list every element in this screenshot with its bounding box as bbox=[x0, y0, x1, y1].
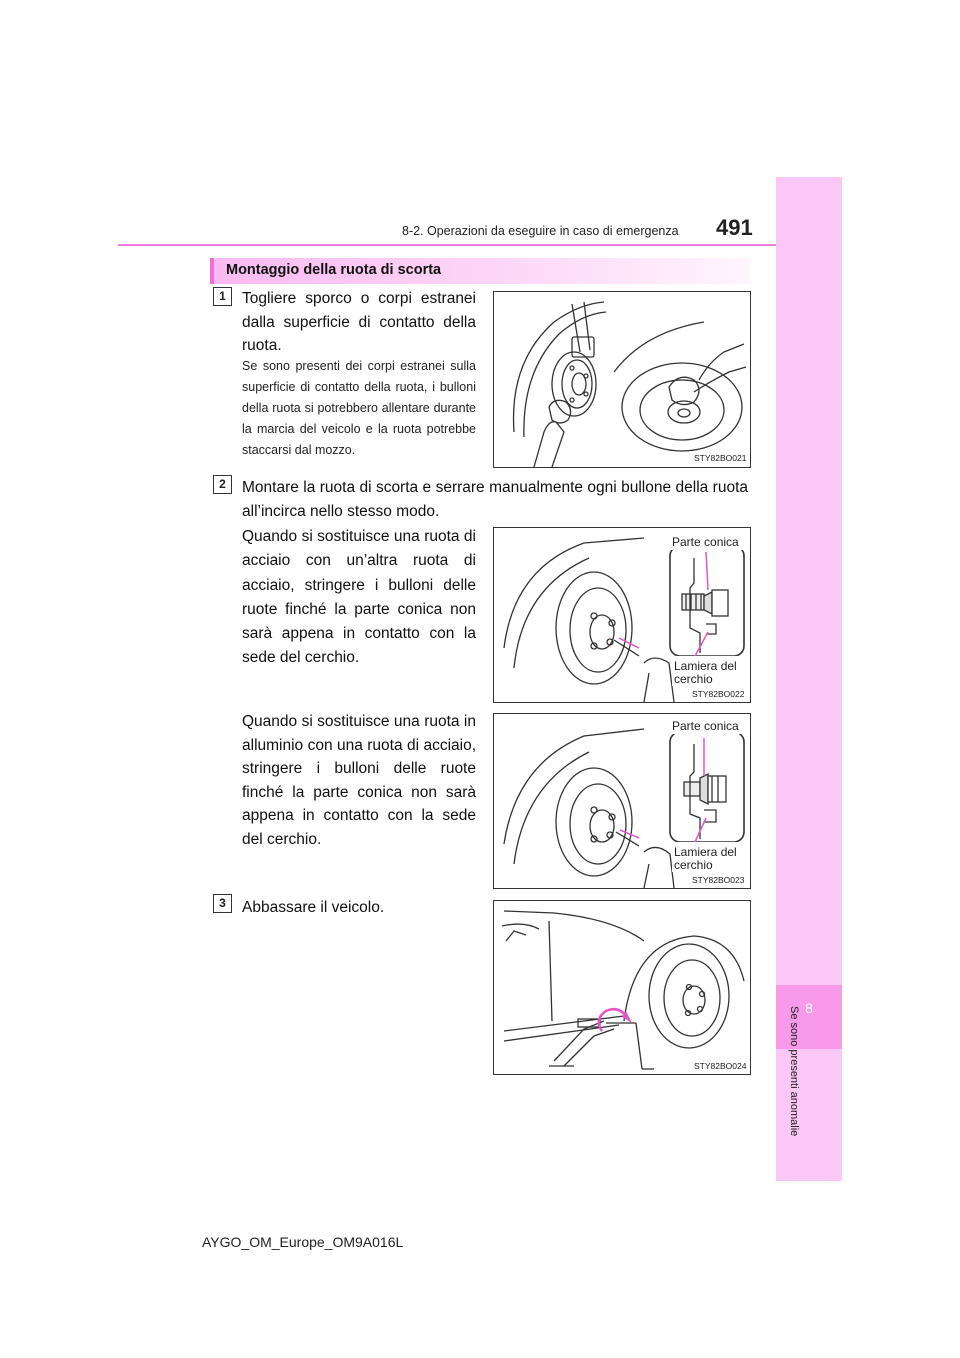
figure-2a-label-bottom-2: cerchio bbox=[674, 672, 713, 686]
header-title: 8-2. Operazioni da eseguire in caso di emergenza bbox=[402, 224, 679, 238]
figure-2b-label-bottom-2: cerchio bbox=[674, 858, 713, 872]
figure-lower-vehicle bbox=[493, 900, 751, 1075]
figure-2a-label-top: Parte conica bbox=[672, 535, 739, 549]
figure-2b-label-bottom-1: Lamiera del bbox=[674, 845, 737, 859]
footer-document-code: AYGO_OM_Europe_OM9A016L bbox=[202, 1234, 404, 1250]
step-1-note: Se sono presenti dei corpi estranei sulla superficie di contatto della ruota, i bulloni della ruota si potrebbero allentare durante la marcia del veicolo e la ruota potrebbe staccarsi dal mozzo. bbox=[242, 359, 476, 457]
figure-code-3: STY82BO024 bbox=[694, 1061, 747, 1071]
chapter-tab-band bbox=[776, 985, 842, 1049]
step-1-text: Togliere sporco o corpi estranei dalla superficie di contatto della ruota. bbox=[242, 290, 476, 354]
figure-code-2a: STY82BO022 bbox=[692, 689, 745, 699]
section-title: Montaggio della ruota di scorta bbox=[226, 262, 442, 278]
figure-bolt-aluminium bbox=[493, 713, 751, 889]
figure-wheel-cleaning bbox=[493, 291, 751, 468]
figure-2b-label-top: Parte conica bbox=[672, 719, 739, 733]
step-3-text: Abbassare il veicolo. bbox=[242, 899, 385, 916]
step-number-1: 1 bbox=[213, 287, 232, 306]
header-rule bbox=[118, 244, 840, 246]
step-2b-text: Quando si sostituisce una ruota in alluminio con una ruota di acciaio, stringere i bulloni delle ruote finché la parte conica non sarà appena in contatto con la sede del cerchio. bbox=[242, 713, 476, 848]
step-2-text: Montare la ruota di scorta e serrare manualmente ogni bullone della ruota all’incirca nello stesso modo. bbox=[242, 479, 748, 520]
bolt-tightening-illustration-2 bbox=[494, 714, 750, 888]
figure-code-2b: STY82BO023 bbox=[692, 875, 745, 885]
figure-2a-label-bottom-1: Lamiera del bbox=[674, 659, 737, 673]
jack-lowering-illustration bbox=[494, 901, 750, 1074]
section-bar-accent bbox=[210, 258, 214, 284]
wheel-cleaning-illustration bbox=[494, 292, 750, 467]
bolt-tightening-illustration bbox=[494, 528, 750, 702]
chapter-number: 8 bbox=[805, 1000, 813, 1016]
figure-code-1: STY82BO021 bbox=[694, 453, 747, 463]
step-2a-text: Quando si sostituisce una ruota di acciaio con un’altra ruota di acciaio, stringere i bulloni delle ruote finché la parte conica non sarà appena in contatto con la sede del cerchio. bbox=[242, 528, 476, 667]
step-number-3: 3 bbox=[213, 894, 232, 913]
figure-bolt-steel bbox=[493, 527, 751, 703]
step-number-2: 2 bbox=[213, 475, 232, 494]
page-number: 491 bbox=[716, 215, 753, 240]
